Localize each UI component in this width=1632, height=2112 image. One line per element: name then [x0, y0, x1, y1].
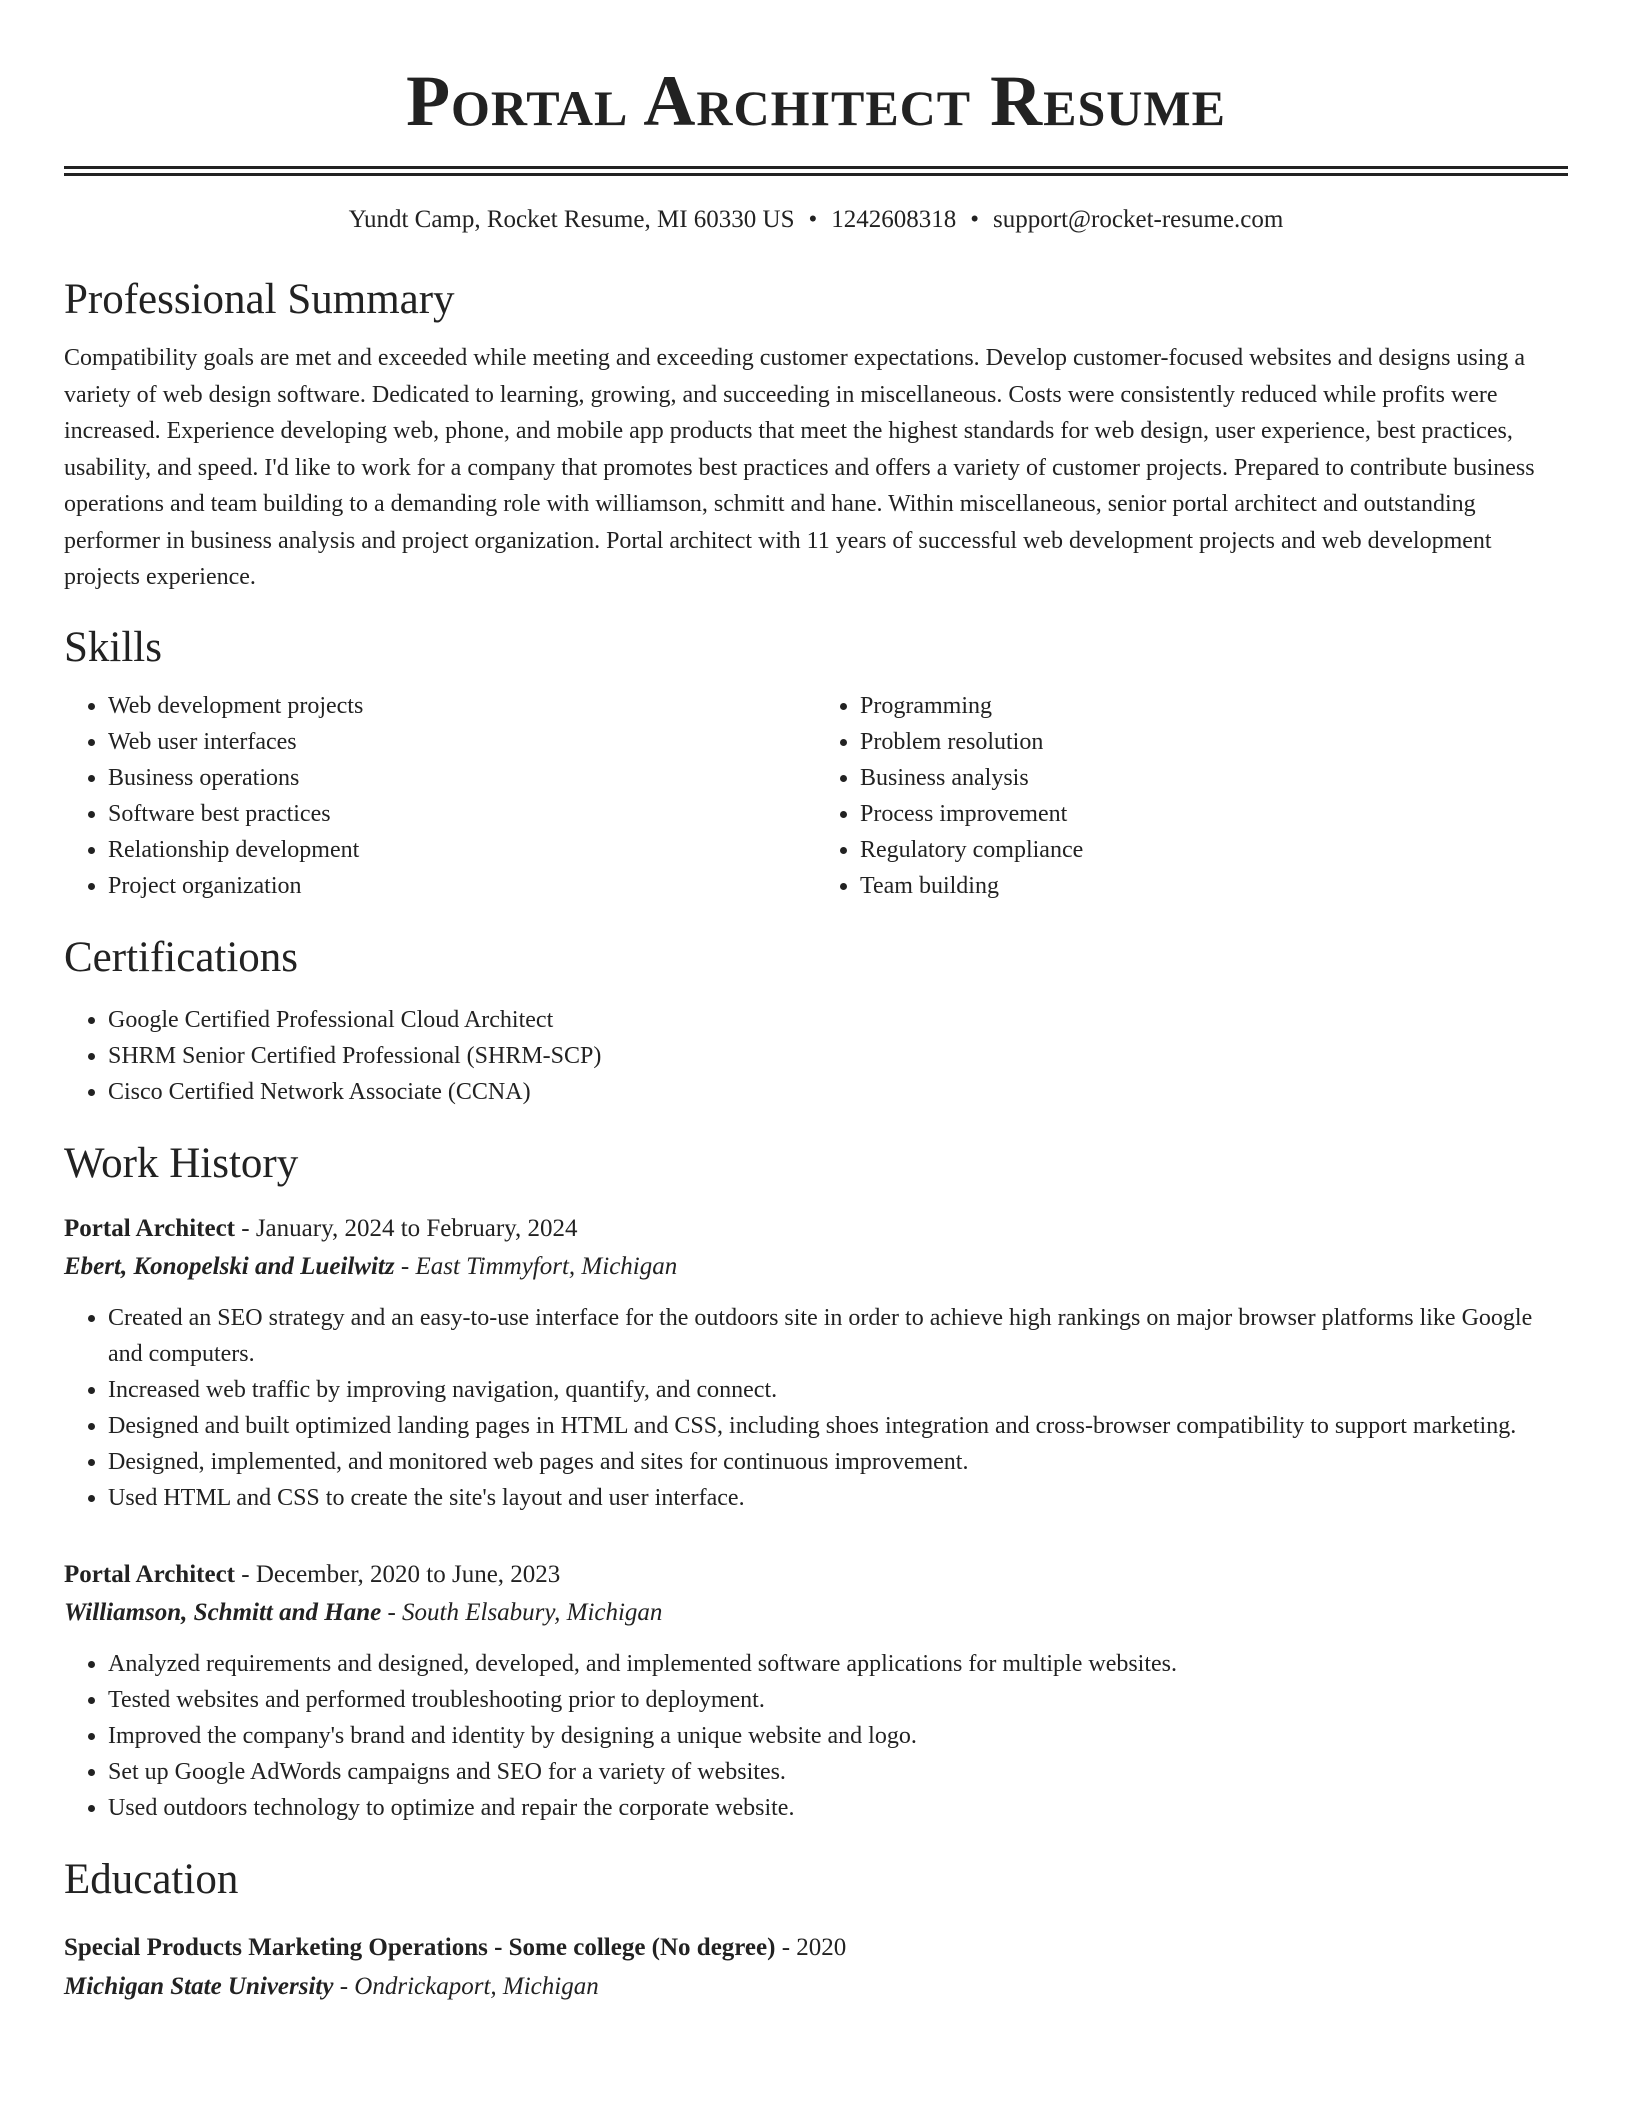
job-bullet: • Designed and built optimized landing pages in HTML and CSS, including shoes integration and cross-browser compatibility to support marketing.: [108, 1408, 1568, 1444]
job-company: Ebert, Konopelski and Lueilwitz: [64, 1252, 395, 1280]
skill-item: • Business operations: [108, 760, 816, 796]
skill-item: • Project organization: [108, 868, 816, 904]
resume-title: Portal Architect Resume: [406, 61, 1226, 141]
job-title-line: [64, 1210, 1568, 1248]
certification-item: • Cisco Certified Network Associate (CCNA): [108, 1074, 1568, 1110]
job-location: East Timmyfort, Michigan: [415, 1252, 678, 1280]
title-divider: [64, 166, 1568, 176]
dash: -: [400, 1252, 410, 1280]
job-bullet: • Used HTML and CSS to create the site's layout and user interface.: [108, 1480, 1568, 1516]
job-company: Williamson, Schmitt and Hane: [64, 1598, 382, 1626]
summary-heading: Professional Summary: [64, 276, 455, 323]
skill-item: • Web user interfaces: [108, 724, 816, 760]
job-title-line: [64, 1556, 1568, 1594]
work-history-heading: Work History: [64, 1139, 299, 1187]
education-degree: Special Products Marketing Operations - Some college (No degree): [64, 1933, 776, 1961]
contact-line: [64, 204, 1568, 236]
job-bullet: • Designed, implemented, and monitored web pages and sites for continuous improvement.: [108, 1444, 1568, 1480]
certification-item: • Google Certified Professional Cloud Architect: [108, 1002, 1568, 1038]
job-bullet: • Analyzed requirements and designed, developed, and implemented software applications for multiple websites.: [108, 1646, 1568, 1682]
contact-separator: •: [970, 206, 980, 233]
job-bullet: • Tested websites and performed troubleshooting prior to deployment.: [108, 1682, 1568, 1718]
job-bullet: • Created an SEO strategy and an easy-to-use interface for the outdoors site in order to achieve high rankings on major browser platforms like Google and computers.: [108, 1300, 1568, 1372]
certification-item: • SHRM Senior Certified Professional (SHRM-SCP): [108, 1038, 1568, 1074]
job-company-line: [64, 1248, 1568, 1286]
skill-item: • Web development projects: [108, 688, 816, 724]
dash: -: [781, 1933, 791, 1961]
dash: -: [241, 1560, 250, 1588]
resume-page: [64, 0, 1568, 2006]
job-location: South Elsabury, Michigan: [402, 1598, 663, 1626]
job-role: Portal Architect: [64, 1560, 235, 1588]
skill-item: • Problem resolution: [860, 724, 1568, 760]
skills-columns: [64, 688, 1568, 904]
job-role: Portal Architect: [64, 1214, 235, 1242]
education-school: Michigan State University: [64, 1972, 334, 2000]
job-dates: January, 2024 to February, 2024: [255, 1214, 578, 1242]
dash: -: [387, 1598, 396, 1626]
job-bullet: • Set up Google AdWords campaigns and SEO for a variety of websites.: [108, 1754, 1568, 1790]
skill-item: • Team building: [860, 868, 1568, 904]
job-entry: [64, 1556, 1568, 1826]
education-year: 2020: [796, 1933, 847, 1961]
job-bullets: [64, 1300, 1568, 1516]
job-company-line: [64, 1594, 1568, 1632]
education-heading: Education: [64, 1855, 239, 1903]
skills-list-left: [64, 688, 816, 904]
job-dates: December, 2020 to June, 2023: [255, 1560, 561, 1588]
education-location: Ondrickaport, Michigan: [354, 1972, 599, 2000]
skill-item: • Process improvement: [860, 796, 1568, 832]
dash: -: [339, 1972, 349, 2000]
job-bullet: • Improved the company's brand and identity by designing a unique website and logo.: [108, 1718, 1568, 1754]
education-school-line: [64, 1968, 1568, 2006]
skill-item: • Business analysis: [860, 760, 1568, 796]
skill-item: • Programming: [860, 688, 1568, 724]
skill-item: • Relationship development: [108, 832, 816, 868]
certifications-list: [64, 1002, 1568, 1110]
skill-item: • Regulatory compliance: [860, 832, 1568, 868]
skills-heading: Skills: [64, 623, 162, 671]
skill-item: • Software best practices: [108, 796, 816, 832]
job-entry: [64, 1210, 1568, 1516]
job-bullets: [64, 1646, 1568, 1826]
contact-email: support@rocket-resume.com: [993, 206, 1284, 233]
contact-phone: 1242608318: [831, 206, 957, 233]
job-bullet: • Used outdoors technology to optimize and repair the corporate website.: [108, 1790, 1568, 1826]
contact-address: Yundt Camp, Rocket Resume, MI 60330 US: [348, 206, 795, 233]
contact-separator: •: [808, 206, 818, 233]
job-bullet: • Increased web traffic by improving navigation, quantify, and connect.: [108, 1372, 1568, 1408]
education-degree-line: [64, 1928, 1568, 1968]
summary-text: Compatibility goals are met and exceeded while meeting and exceeding customer expectations. Develop customer-focused websites and designs using a variety of web design software. Dedicated to learning, growing, and succeeding in miscellaneous. Costs were consistently reduced while profits were increased. Experience developing web, phone, and mobile app products that meet the highest standards for web design, user experience, best practices, usability, and speed. I'd like to work for a company that promotes best practices and offers a variety of customer projects. Prepared to contribute business operations and team building to a demanding role with williamson, schmitt and hane. Within miscellaneous, senior portal architect and outstanding performer in business analysis and project organization. Portal architect with 11 years of successful web development projects and web development projects experience.: [64, 345, 1535, 590]
certifications-heading: Certifications: [64, 933, 299, 981]
skills-list-right: [816, 688, 1568, 904]
dash: -: [241, 1214, 250, 1242]
